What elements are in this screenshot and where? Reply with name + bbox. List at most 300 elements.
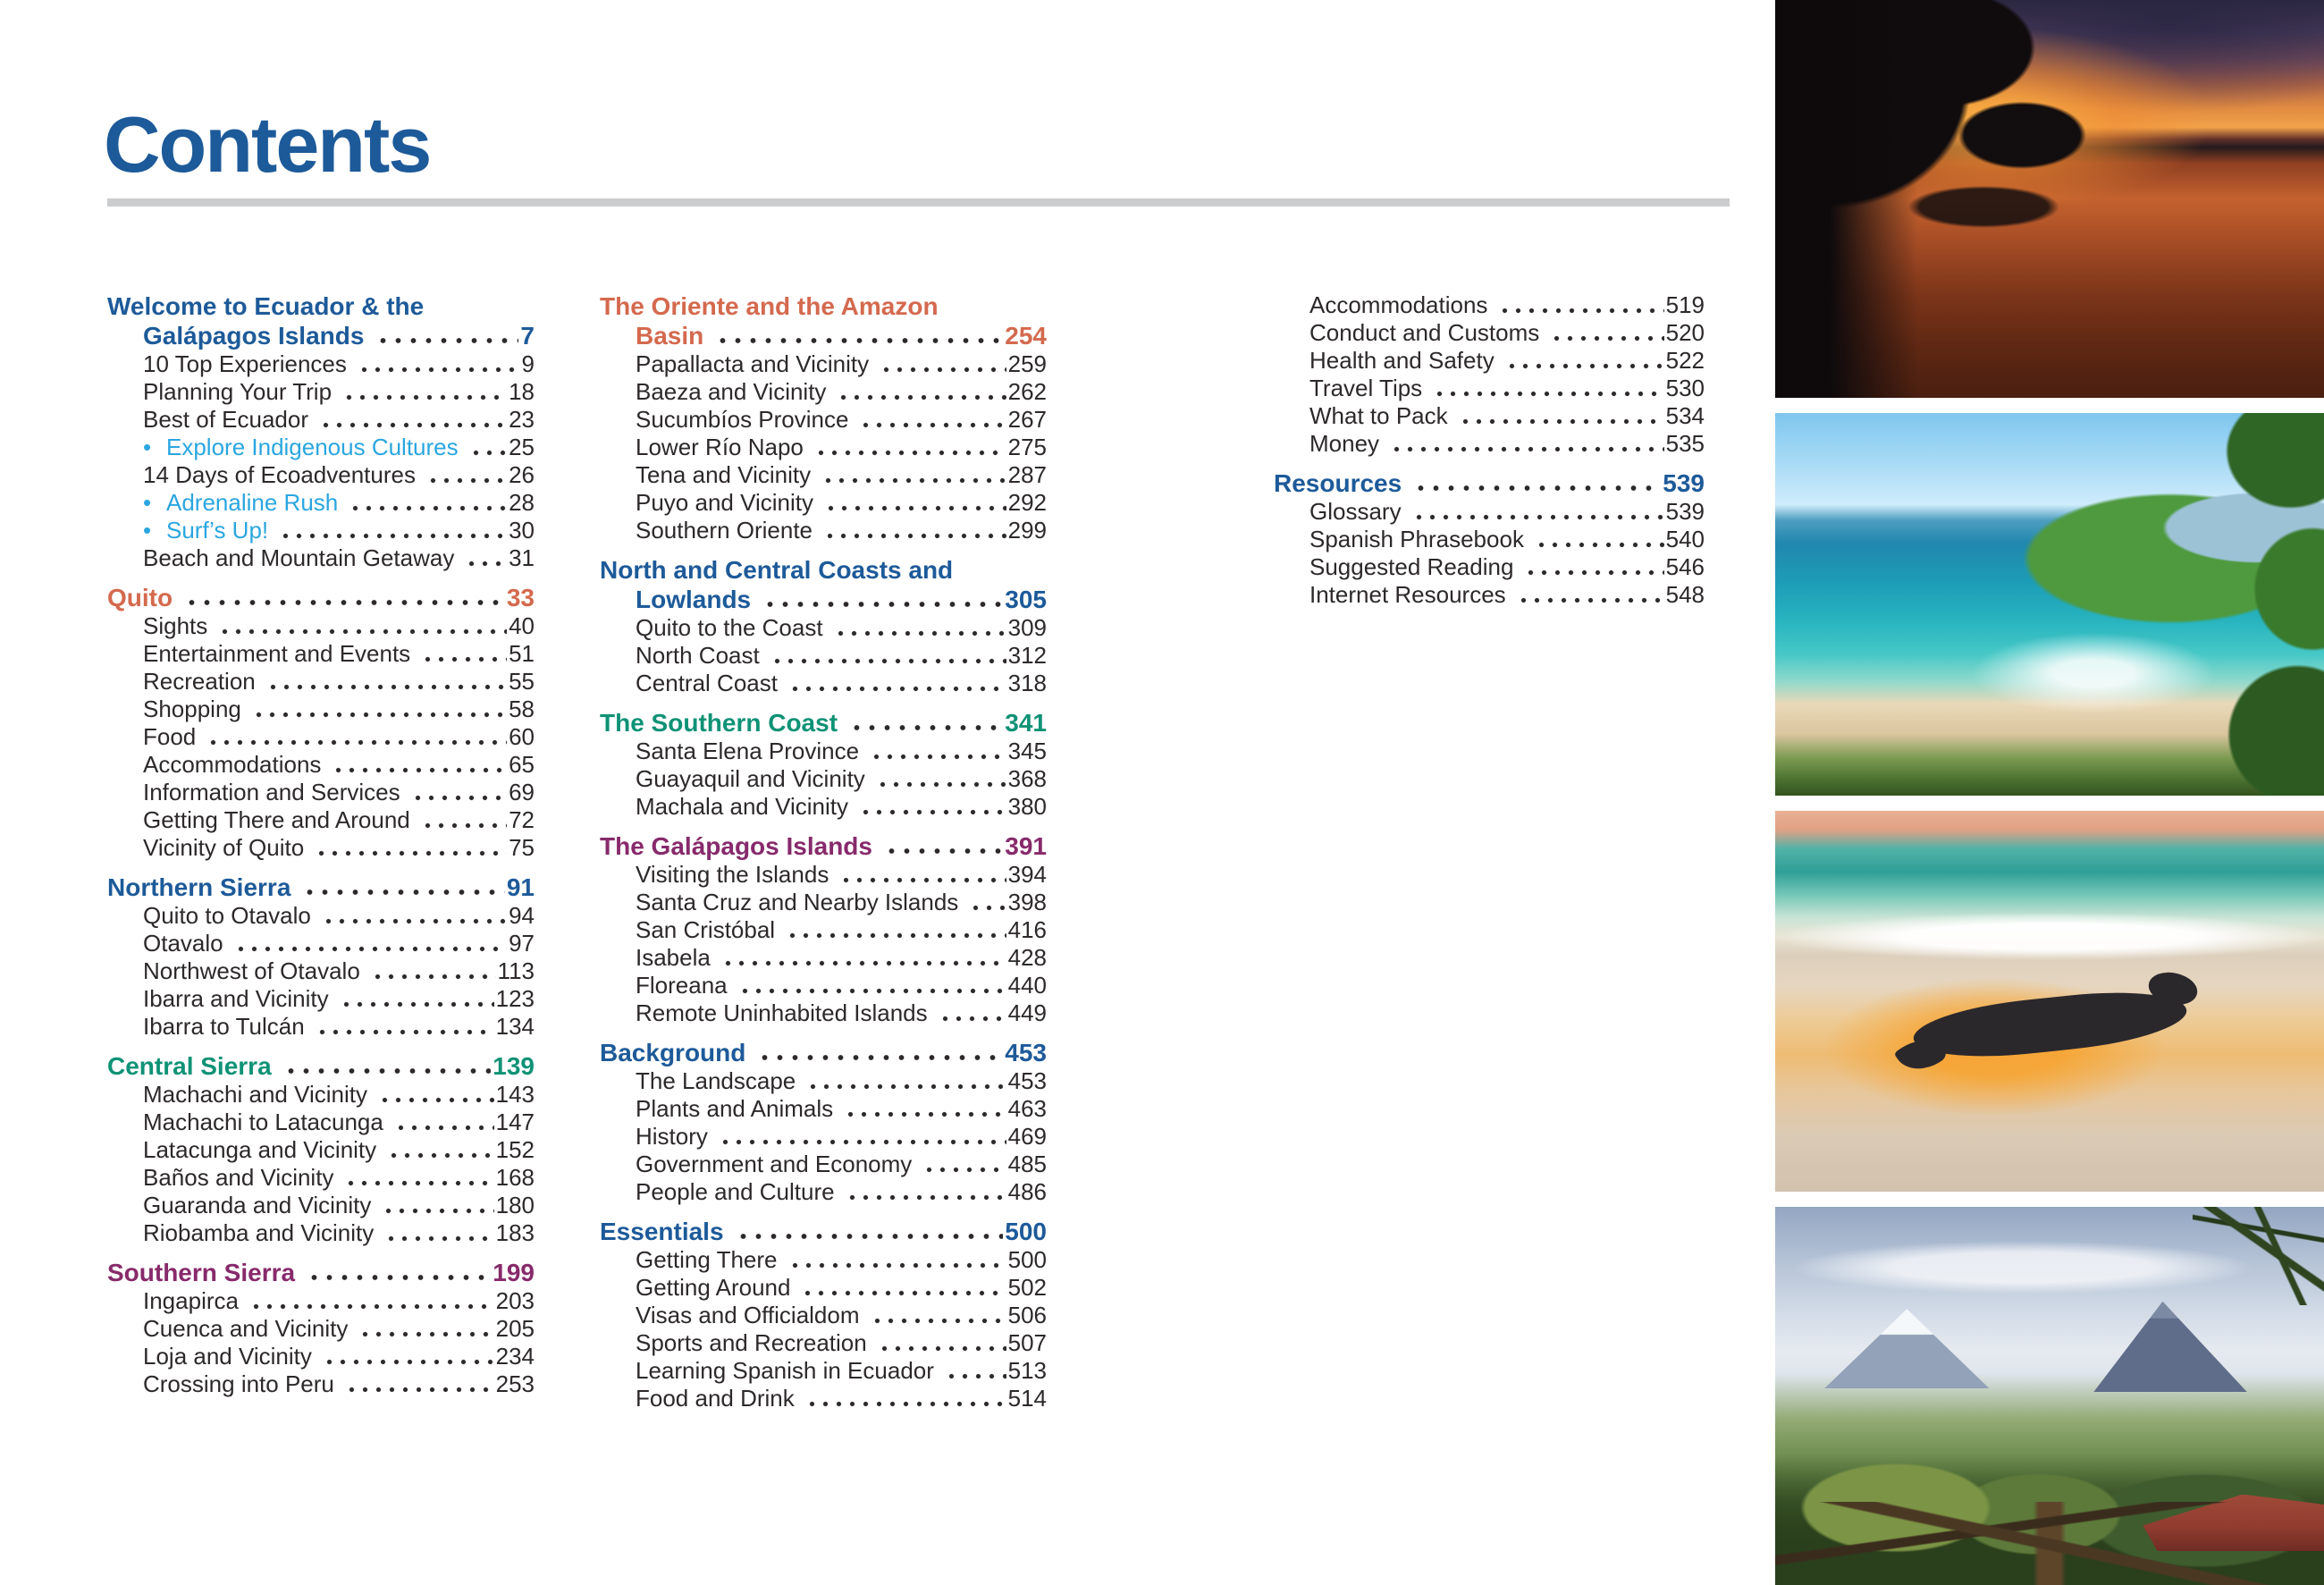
toc-entry[interactable]: [600, 738, 1047, 765]
toc-entry[interactable]: [107, 1013, 535, 1041]
toc-heading-page-number: 500: [1005, 1218, 1047, 1245]
toc-entry[interactable]: [107, 1315, 535, 1343]
toc-entry-leader-dots: [833, 383, 1006, 406]
toc-entry-page-number: 530: [1665, 375, 1705, 401]
toc-entry-leader-dots: [383, 1141, 493, 1164]
toc-heading-page-number: 7: [520, 322, 535, 350]
toc-entry-page-number: 147: [495, 1109, 535, 1135]
toc-entry[interactable]: [600, 765, 1047, 793]
mountain-peak: [2093, 1302, 2247, 1393]
toc-entry-leader-dots: [312, 1017, 494, 1041]
toc-entry[interactable]: [107, 696, 535, 723]
toc-entry[interactable]: [600, 1302, 1047, 1329]
toc-heading-row[interactable]: [107, 873, 535, 902]
bullet-icon: •: [143, 517, 152, 544]
toc-entry[interactable]: [1274, 430, 1705, 458]
palm-fronds: [2193, 1207, 2324, 1305]
toc-heading-label: Resources: [1274, 469, 1402, 497]
toc-entry-leader-dots: [718, 948, 1006, 972]
toc-entry-label: Quito to the Coast: [636, 614, 823, 641]
toc-entry-page-number: 203: [495, 1287, 535, 1314]
toc-heading-leader-dots: [845, 712, 1003, 738]
toc-entry[interactable]: [107, 902, 535, 930]
toc-heading-leader-dots: [880, 836, 1003, 861]
toc-entry-page-number: 540: [1665, 526, 1705, 552]
toc-section: [107, 1051, 535, 1247]
toc-entry-page-number: 519: [1665, 291, 1705, 318]
toc-entry-label: Money: [1309, 430, 1380, 457]
toc-section: [1274, 291, 1705, 458]
toc-section: [600, 1038, 1047, 1206]
toc-entry-label: Government and Economy: [636, 1151, 913, 1177]
toc-heading-leader-dots: [298, 877, 504, 902]
toc-entry-label: Visiting the Islands: [636, 861, 829, 888]
toc-entry-page-number: 262: [1007, 378, 1047, 405]
toc-entry[interactable]: [107, 1219, 535, 1247]
toc-entry[interactable]: [1274, 319, 1705, 347]
toc-entry-leader-dots: [248, 700, 507, 723]
toc-entry-label: Baeza and Vicinity: [636, 378, 827, 405]
toc-entry-leader-dots: [767, 646, 1006, 670]
toc-entry-label: Getting There and Around: [143, 806, 410, 833]
toc-entry-label: Northwest of Otavalo: [143, 957, 360, 984]
toc-heading-row[interactable]: [600, 1217, 1047, 1246]
toc-heading-row[interactable]: [600, 831, 1047, 861]
toc-entry-page-number: 143: [495, 1081, 535, 1108]
toc-entry-label: Visas and Officialdom: [636, 1302, 860, 1328]
toc-entry-page-number: 9: [521, 350, 535, 377]
toc-section: [600, 831, 1047, 1027]
toc-entry-leader-dots: [818, 466, 1006, 489]
toc-entry[interactable]: [600, 1095, 1047, 1123]
toc-entry-label: Sights: [143, 612, 208, 639]
toc-entry-leader-dots: [935, 1004, 1006, 1027]
toc-entry-label: Floreana: [636, 972, 728, 999]
toc-entry-leader-dots: [842, 1183, 1006, 1206]
toc-heading-row[interactable]: [107, 1258, 535, 1287]
toc-entry-label: Central Coast: [636, 670, 778, 696]
toc-entry-leader-dots: [466, 438, 507, 461]
toc-entry-leader-dots: [319, 1347, 494, 1370]
toc-entry-leader-dots: [941, 1362, 1006, 1385]
toc-entry-page-number: 292: [1007, 489, 1047, 516]
toc-entry-page-number: 205: [495, 1315, 535, 1342]
toc-entry[interactable]: [1274, 347, 1705, 375]
toc-entry[interactable]: [107, 640, 535, 668]
toc-entry[interactable]: [600, 793, 1047, 821]
toc-entry-page-number: 31: [509, 544, 535, 571]
toc-entry[interactable]: [600, 944, 1047, 972]
toc-entry-leader-dots: [867, 1306, 1006, 1329]
toc-heading-leader-dots: [758, 589, 1003, 614]
toc-entry-page-number: 234: [495, 1343, 535, 1370]
toc-entry-page-number: 535: [1665, 430, 1705, 457]
toc-heading-page-number: 305: [1005, 586, 1047, 613]
toc-entry-leader-dots: [965, 893, 1006, 916]
toc-heading-label: The Galápagos Islands: [600, 832, 872, 860]
toc-entry-page-number: 398: [1007, 889, 1047, 915]
toc-section: [1274, 468, 1705, 609]
toc-entry[interactable]: [107, 517, 535, 544]
toc-section: [600, 708, 1047, 821]
toc-entry-page-number: 485: [1007, 1151, 1047, 1177]
toc-section: [600, 1217, 1047, 1412]
toc-entry-page-number: 259: [1007, 350, 1047, 377]
toc-entry-page-number: 25: [509, 434, 535, 460]
toc-entry-label: What to Pack: [1309, 402, 1448, 429]
toc-entry-label: Getting There: [636, 1246, 778, 1273]
toc-entry-leader-dots: [874, 1334, 1006, 1357]
toc-entry-leader-dots: [408, 783, 507, 806]
toc-entry-page-number: 416: [1007, 916, 1047, 943]
toc-entry-page-number: 312: [1007, 642, 1047, 669]
toc-entry-label: Santa Cruz and Nearby Islands: [636, 889, 959, 915]
toc-entry-page-number: 23: [509, 406, 535, 433]
toc-entry-label: Loja and Vicinity: [143, 1343, 312, 1370]
toc-entry-page-number: 65: [509, 751, 535, 778]
toc-entry-leader-dots: [318, 906, 507, 930]
toc-entry[interactable]: [600, 489, 1047, 517]
toc-entry[interactable]: [107, 406, 535, 434]
toc-heading-page-number: 391: [1005, 832, 1047, 860]
toc-entry[interactable]: [600, 1274, 1047, 1302]
toc-heading-row[interactable]: [107, 291, 535, 321]
toc-entry[interactable]: [600, 1151, 1047, 1178]
toc-entry[interactable]: [1274, 291, 1705, 319]
toc-entry-leader-dots: [840, 1100, 1006, 1123]
toc-entry-leader-dots: [715, 1127, 1006, 1151]
toc-entry[interactable]: [107, 544, 535, 572]
toc-heading-page-number: 254: [1005, 322, 1047, 350]
toc-entry-leader-dots: [830, 619, 1006, 642]
toc-heading-label: Welcome to Ecuador & the: [107, 292, 425, 320]
toc-entry-label: Cuenca and Vicinity: [143, 1315, 349, 1342]
bullet-icon: •: [143, 434, 152, 460]
toc-entry-page-number: 486: [1007, 1178, 1047, 1205]
toc-entry-page-number: 28: [509, 489, 535, 516]
toc-entry-leader-dots: [375, 1085, 494, 1109]
toc-entry-page-number: 75: [509, 834, 535, 861]
snowcapped-volcano: [1824, 1309, 1989, 1388]
toc-heading-row[interactable]: [1274, 468, 1705, 498]
page-title: Contents: [104, 100, 431, 189]
toc-entry-leader-dots: [1546, 324, 1663, 347]
toc-entry-page-number: 368: [1007, 765, 1047, 792]
toc-entry-leader-dots: [785, 1251, 1006, 1274]
toc-entry[interactable]: [600, 350, 1047, 378]
toc-entry-leader-dots: [1455, 407, 1664, 430]
toc-heading-row[interactable]: [600, 1038, 1047, 1067]
toc-entry-label: Puyo and Vicinity: [636, 489, 813, 516]
toc-heading-page-number: 199: [493, 1259, 535, 1286]
toc-entry[interactable]: [600, 642, 1047, 670]
toc-entry-label: Health and Safety: [1309, 347, 1495, 374]
toc-entry-leader-dots: [820, 521, 1006, 544]
toc-heading-label: Northern Sierra: [107, 873, 291, 901]
toc-entry[interactable]: [107, 1164, 535, 1192]
toc-heading-page-number: 341: [1005, 709, 1047, 737]
toc-heading-leader-dots: [180, 587, 505, 612]
toc-heading-page-number: 91: [506, 873, 535, 901]
toc-entry-leader-dots: [215, 617, 507, 640]
toc-entry-page-number: 507: [1007, 1329, 1047, 1356]
toc-section: [107, 873, 535, 1041]
toc-entry[interactable]: [1274, 526, 1705, 553]
toc-entry[interactable]: [600, 517, 1047, 544]
toc-entry[interactable]: [600, 434, 1047, 461]
toc-entry-label: Santa Elena Province: [636, 738, 860, 764]
toc-entry-leader-dots: [1429, 379, 1663, 402]
toc-entry-leader-dots: [855, 410, 1006, 434]
toc-entry-leader-dots: [417, 811, 507, 834]
toc-entry-page-number: 30: [509, 517, 535, 544]
toc-heading-label: Background: [600, 1039, 746, 1067]
toc-entry-label: Surf’s Up!: [166, 517, 269, 544]
toc-entry-label: 14 Days of Ecoadventures: [143, 461, 416, 488]
toc-entry[interactable]: [107, 1081, 535, 1109]
toc-entry[interactable]: [600, 1357, 1047, 1385]
toc-entry-label: Beach and Mountain Getaway: [143, 544, 455, 571]
toc-heading-leader-dots: [279, 1056, 492, 1081]
toc-entry-label: Accommodations: [143, 751, 322, 778]
toc-entry-leader-dots: [1531, 530, 1664, 553]
toc-entry[interactable]: [600, 1329, 1047, 1357]
toc-entry[interactable]: [107, 1109, 535, 1136]
toc-entry[interactable]: [1274, 581, 1705, 609]
toc-entry-label: Food and Drink: [636, 1385, 795, 1412]
toc-entry[interactable]: [107, 723, 535, 751]
toc-entry[interactable]: [600, 861, 1047, 889]
toc-entry-label: Accommodations: [1309, 291, 1488, 318]
toc-entry-leader-dots: [311, 839, 507, 862]
toc-entry[interactable]: [600, 670, 1047, 697]
toc-entry-leader-dots: [872, 770, 1006, 793]
toc-entry-page-number: 513: [1007, 1357, 1047, 1384]
toc-column-2: [600, 291, 1047, 1423]
toc-entry[interactable]: [600, 1385, 1047, 1412]
toc-entry-page-number: 267: [1007, 406, 1047, 433]
toc-entry[interactable]: [107, 779, 535, 806]
toc-entry[interactable]: [600, 1123, 1047, 1151]
toc-entry-label: Recreation: [143, 668, 256, 695]
toc-heading-leader-dots: [753, 1042, 1003, 1067]
toc-heading-label: The Southern Coast: [600, 709, 838, 737]
toc-entry[interactable]: [600, 406, 1047, 434]
toc-entry-label: History: [636, 1123, 708, 1150]
toc-entry-label: Riobamba and Vicinity: [143, 1219, 375, 1246]
toc-entry-label: 10 Top Experiences: [143, 350, 347, 377]
toc-entry-leader-dots: [339, 383, 507, 406]
toc-entry-leader-dots: [1409, 502, 1664, 526]
toc-entry[interactable]: [107, 1343, 535, 1370]
toc-entry-leader-dots: [316, 410, 507, 434]
toc-section: [600, 291, 1047, 544]
toc-entry-page-number: 123: [495, 985, 535, 1012]
toc-entry-page-number: 502: [1007, 1274, 1047, 1301]
toc-heading-label: Quito: [107, 584, 173, 611]
toc-heading-row[interactable]: [107, 1051, 535, 1081]
toc-entry-leader-dots: [821, 493, 1006, 517]
toc-entry-label: Otavalo: [143, 930, 223, 957]
toc-entry[interactable]: [107, 1136, 535, 1164]
toc-entry-label: Learning Spanish in Ecuador: [636, 1357, 934, 1384]
toc-entry-label: People and Culture: [636, 1178, 835, 1205]
toc-entry-leader-dots: [876, 355, 1006, 378]
toc-heading-row[interactable]: [107, 321, 535, 350]
toc-entry-label: The Landscape: [636, 1067, 796, 1094]
toc-entry[interactable]: [600, 916, 1047, 944]
toc-entry-leader-dots: [275, 521, 507, 544]
toc-entry-label: Planning Your Trip: [143, 378, 333, 405]
toc-entry-label: Entertainment and Events: [143, 640, 411, 667]
title-rule: [107, 198, 1730, 207]
toc-entry[interactable]: [107, 1287, 535, 1315]
toc-heading-row[interactable]: [600, 555, 1047, 585]
toc-entry-label: Explore Indigenous Cultures: [166, 434, 459, 460]
toc-entry-page-number: 394: [1007, 861, 1047, 888]
toc-entry-page-number: 469: [1007, 1123, 1047, 1150]
toc-heading-leader-dots: [371, 325, 518, 350]
toc-entry-label: Machachi and Vicinity: [143, 1081, 367, 1108]
toc-entry-leader-dots: [735, 976, 1006, 999]
toc-entry-page-number: 506: [1007, 1302, 1047, 1328]
toc-entry-label: Guaranda and Vicinity: [143, 1192, 372, 1218]
toc-entry[interactable]: [1274, 402, 1705, 430]
toc-entry-label: Suggested Reading: [1309, 553, 1514, 580]
toc-entry-page-number: 546: [1665, 553, 1705, 580]
sea-lion-silhouette: [1910, 983, 2189, 1065]
toc-entry-page-number: 548: [1665, 581, 1705, 608]
toc-entry-page-number: 539: [1665, 498, 1705, 525]
toc-entry-leader-dots: [919, 1155, 1006, 1178]
toc-heading-row[interactable]: [600, 708, 1047, 738]
toc-entry[interactable]: [107, 1192, 535, 1219]
toc-entry-page-number: 345: [1007, 738, 1047, 764]
toc-heading-label: Galápagos Islands: [143, 322, 365, 350]
toc-entry-leader-dots: [1520, 558, 1663, 581]
toc-entry[interactable]: [107, 461, 535, 489]
toc-entry[interactable]: [107, 930, 535, 957]
toc-entry-label: Ibarra to Tulcán: [143, 1013, 305, 1040]
toc-entry-page-number: 94: [509, 902, 535, 929]
toc-entry-label: Information and Services: [143, 779, 400, 805]
toc-heading-row[interactable]: [600, 321, 1047, 350]
toc-entry-page-number: 463: [1007, 1095, 1047, 1122]
toc-entry[interactable]: [107, 834, 535, 862]
toc-entry-leader-dots: [355, 1319, 493, 1343]
toc-heading-label: North and Central Coasts and: [600, 556, 954, 584]
toc-entry-label: Sucumbíos Province: [636, 406, 849, 433]
toc-entry-leader-dots: [461, 549, 507, 572]
toc-entry-label: Isabela: [636, 944, 711, 971]
photo-sea-lion-beach-sunset: [1775, 811, 2324, 1192]
toc-entry-leader-dots: [866, 742, 1006, 765]
toc-entry[interactable]: [600, 1067, 1047, 1095]
toc-section: [107, 1258, 535, 1398]
toc-entry[interactable]: [600, 999, 1047, 1027]
toc-entry[interactable]: [1274, 553, 1705, 581]
toc-entry-leader-dots: [367, 962, 496, 985]
toc-entry-label: Machachi to Latacunga: [143, 1109, 383, 1135]
toc-entry-label: Food: [143, 723, 197, 750]
toc-entry[interactable]: [107, 434, 535, 461]
toc-entry[interactable]: [600, 1246, 1047, 1274]
toc-entry[interactable]: [600, 889, 1047, 916]
toc-entry-page-number: 152: [495, 1136, 535, 1163]
toc-heading-row[interactable]: [107, 583, 535, 612]
toc-entry-page-number: 51: [509, 640, 535, 667]
toc-heading-row[interactable]: [600, 585, 1047, 614]
toc-entry-label: Ingapirca: [143, 1287, 239, 1314]
toc-entry-leader-dots: [855, 797, 1006, 821]
toc-entry[interactable]: [107, 751, 535, 779]
toc-entry[interactable]: [600, 1178, 1047, 1206]
toc-entry-label: Quito to Otavalo: [143, 902, 311, 929]
toc-entry-page-number: 69: [509, 779, 535, 805]
toc-heading-page-number: 33: [506, 584, 535, 611]
toc-entry-leader-dots: [785, 674, 1006, 697]
toc-entry-label: Guayaquil and Vicinity: [636, 765, 865, 792]
toc-entry-page-number: 534: [1665, 402, 1705, 429]
toc-entry[interactable]: [600, 614, 1047, 642]
toc-entry-page-number: 72: [509, 806, 535, 833]
toc-entry[interactable]: [107, 957, 535, 985]
toc-entry-leader-dots: [203, 728, 507, 751]
toc-entry-page-number: 26: [509, 461, 535, 488]
toc-entry[interactable]: [107, 350, 535, 378]
toc-entry-page-number: 428: [1007, 944, 1047, 971]
toc-column-3: [1274, 291, 1705, 620]
toc-entry-page-number: 500: [1007, 1246, 1047, 1273]
toc-entry[interactable]: [1274, 498, 1705, 526]
toc-entry[interactable]: [107, 985, 535, 1013]
toc-entry-label: Spanish Phrasebook: [1309, 526, 1524, 552]
toc-heading-label: Basin: [636, 322, 704, 350]
toc-entry-page-number: 180: [495, 1192, 535, 1218]
toc-heading-leader-dots: [302, 1262, 491, 1287]
toc-entry[interactable]: [107, 1370, 535, 1398]
toc-entry[interactable]: [107, 489, 535, 517]
toc-entry-leader-dots: [417, 645, 507, 668]
toc-heading-label: The Oriente and the Amazon: [600, 292, 939, 320]
toc-entry-label: Latacunga and Vicinity: [143, 1136, 377, 1163]
toc-entry[interactable]: [107, 806, 535, 834]
toc-heading-row[interactable]: [600, 291, 1047, 321]
toc-entry[interactable]: [600, 461, 1047, 489]
toc-entry[interactable]: [107, 668, 535, 696]
wooden-fence: [1775, 1502, 2324, 1585]
toc-entry-page-number: 18: [509, 378, 535, 405]
toc-entry-page-number: 453: [1007, 1067, 1047, 1094]
toc-entry[interactable]: [600, 378, 1047, 406]
toc-heading-leader-dots: [711, 325, 1003, 350]
toc-entry-page-number: 522: [1665, 347, 1705, 374]
toc-entry-page-number: 168: [495, 1164, 535, 1191]
toc-entry-page-number: 113: [497, 957, 535, 984]
toc-entry-leader-dots: [782, 921, 1006, 944]
toc-entry[interactable]: [107, 612, 535, 640]
toc-entry-leader-dots: [811, 438, 1006, 461]
toc-entry[interactable]: [1274, 375, 1705, 402]
toc-entry-leader-dots: [345, 493, 507, 517]
toc-heading-leader-dots: [1409, 473, 1661, 498]
toc-section: [107, 583, 535, 862]
toc-entry[interactable]: [600, 972, 1047, 999]
toc-entry[interactable]: [107, 378, 535, 406]
toc-entry-label: Vicinity of Quito: [143, 834, 305, 861]
toc-entry-leader-dots: [381, 1224, 493, 1247]
toc-entry-label: Tena and Vicinity: [636, 461, 812, 488]
